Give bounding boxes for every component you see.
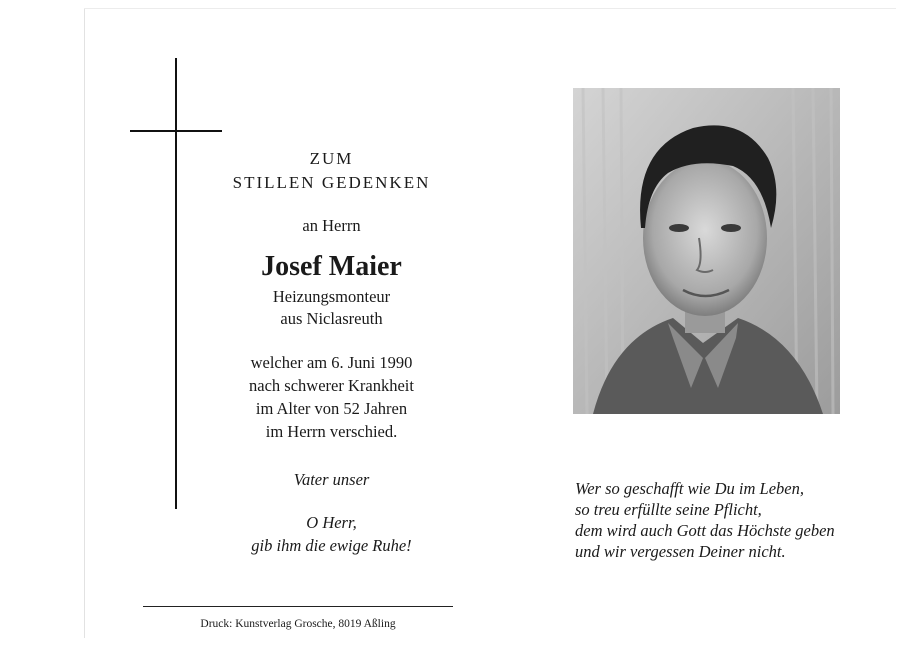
poem-line: Wer so geschafft wie Du im Leben, — [575, 479, 804, 498]
cross-icon-horizontal — [130, 130, 222, 132]
origin: aus Niclasreuth — [280, 309, 383, 328]
prayer: Vater unser — [293, 470, 370, 489]
blessing-line: gib ihm die ewige Ruhe! — [251, 536, 412, 555]
cross-icon-vertical — [175, 58, 177, 509]
occupation: Heizungsmonteur — [272, 287, 391, 306]
death-notice-line: nach schwerer Krankheit — [249, 376, 414, 395]
header-line-2: STILLEN GEDENKEN — [232, 173, 431, 192]
poem-line: so treu erfüllte seine Pflicht, — [575, 500, 762, 519]
header-line-1: ZUM — [309, 149, 354, 168]
death-notice-line: im Herrn verschied. — [265, 422, 398, 441]
divider — [143, 606, 453, 607]
deceased-name: Josef Maier — [261, 251, 402, 282]
poem-line: und wir vergessen Deiner nicht. — [575, 542, 786, 561]
salutation: an Herrn — [302, 216, 361, 235]
poem — [575, 478, 835, 562]
portrait-photo — [573, 88, 840, 414]
printer-credit: Druck: Kunstverlag Grosche, 8019 Aßling — [200, 618, 396, 630]
death-notice-line: im Alter von 52 Jahren — [255, 399, 408, 418]
card-edge — [84, 8, 85, 638]
death-notice-line: welcher am 6. Juni 1990 — [250, 353, 413, 372]
card-edge-top — [84, 8, 896, 9]
blessing-line: O Herr, — [306, 513, 357, 532]
poem-line: dem wird auch Gott das Höchste geben — [575, 521, 835, 540]
